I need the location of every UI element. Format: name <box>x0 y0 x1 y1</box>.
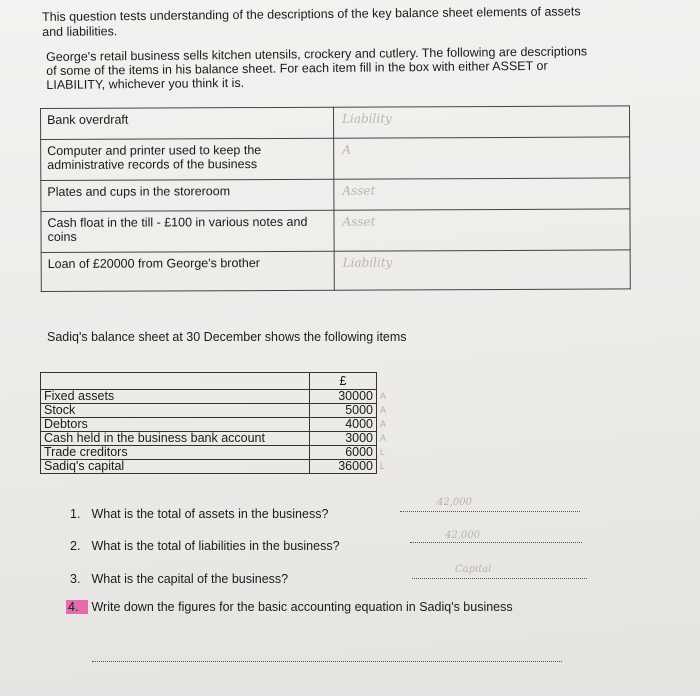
header-label-cell <box>41 373 310 390</box>
row-label: Cash held in the business bank account <box>41 432 310 446</box>
item-cell: Bank overdraft <box>41 107 334 139</box>
answer-pencil: 42,000 <box>445 530 480 541</box>
answer-line[interactable] <box>400 511 580 512</box>
item-cell: Computer and printer used to keep the administrative records of the business <box>41 138 334 180</box>
item-cell: Loan of £20000 from George's brother <box>41 251 334 291</box>
question-text: Write down the figures for the basic accounting equation in Sadiq's business <box>91 600 513 614</box>
intro-line: and liabilities. <box>42 24 118 39</box>
row-value: 4000 <box>310 418 377 432</box>
row-label: Stock <box>41 404 310 418</box>
row-label: Debtors <box>41 418 310 432</box>
pencil-mark: L <box>380 447 386 457</box>
table-row <box>41 432 398 446</box>
answer-line[interactable] <box>410 542 582 543</box>
instructions-line: of some of the items in his balance sheet. For each item fill in the box with either ASSET or <box>46 58 548 78</box>
intro-line: This question tests understanding of the descriptions of the key balance sheet elements of assets <box>42 4 581 24</box>
pencil-mark: A <box>380 433 387 443</box>
balance-sheet-table <box>40 372 398 474</box>
row-value: 36000 <box>310 460 377 474</box>
table-row <box>41 106 630 140</box>
table-header-row <box>41 373 398 390</box>
table-row <box>41 250 630 292</box>
table-row <box>41 404 398 418</box>
table-row <box>41 418 398 432</box>
instructions-line: LIABILITY, whichever you think it is. <box>46 75 245 92</box>
table-row <box>41 446 398 460</box>
answer-pencil: 42,000 <box>437 497 472 508</box>
row-value: 30000 <box>310 390 377 404</box>
row-value: 6000 <box>310 446 377 460</box>
row-value: 3000 <box>310 432 377 446</box>
section-title: Sadiq's balance sheet at 30 December shows the following items <box>47 330 407 344</box>
currency-header: £ <box>310 373 377 390</box>
question-3: 3. What is the capital of the business? <box>70 572 289 586</box>
answer-box[interactable]: Liability <box>333 106 629 138</box>
answer-line[interactable] <box>92 661 562 662</box>
question-2: 2. What is the total of liabilities in the business? <box>70 539 340 553</box>
answer-line[interactable] <box>412 578 587 579</box>
table-row <box>41 209 630 253</box>
row-label: Sadiq's capital <box>41 460 310 474</box>
item-cell: Cash float in the till - £100 in various notes and coins <box>41 210 334 252</box>
table-row <box>41 137 630 181</box>
answer-pencil: Capital <box>455 564 492 575</box>
row-label: Trade creditors <box>41 446 310 460</box>
table-row <box>41 390 398 404</box>
answer-box[interactable]: A <box>334 137 630 179</box>
row-value: 5000 <box>310 404 377 418</box>
table-row <box>41 460 398 474</box>
pencil-mark: A <box>380 419 387 429</box>
pencil-mark: A <box>380 391 387 401</box>
question-text: What is the total of assets in the business? <box>91 507 329 521</box>
row-label: Fixed assets <box>41 390 310 404</box>
item-cell: Plates and cups in the storeroom <box>41 179 334 211</box>
question-1: 1. What is the total of assets in the business? <box>70 507 329 521</box>
answer-box[interactable]: Asset <box>334 178 630 210</box>
question-4 <box>70 600 513 614</box>
instructions-line: George's retail business sells kitchen utensils, crockery and cutlery. The following are descriptions <box>46 44 588 64</box>
intro-paragraph <box>42 4 642 40</box>
answer-box[interactable]: Asset <box>334 209 630 251</box>
question-text: What is the total of liabilities in the business? <box>91 539 340 553</box>
question-text: What is the capital of the business? <box>91 572 289 586</box>
asset-liability-table <box>40 105 631 292</box>
pencil-mark: A <box>380 405 387 415</box>
table-row <box>41 178 630 212</box>
highlighted-number: 4. <box>66 600 88 614</box>
answer-box[interactable]: Liability <box>334 250 630 290</box>
pencil-mark: L <box>380 461 386 471</box>
instructions-paragraph <box>46 44 646 92</box>
